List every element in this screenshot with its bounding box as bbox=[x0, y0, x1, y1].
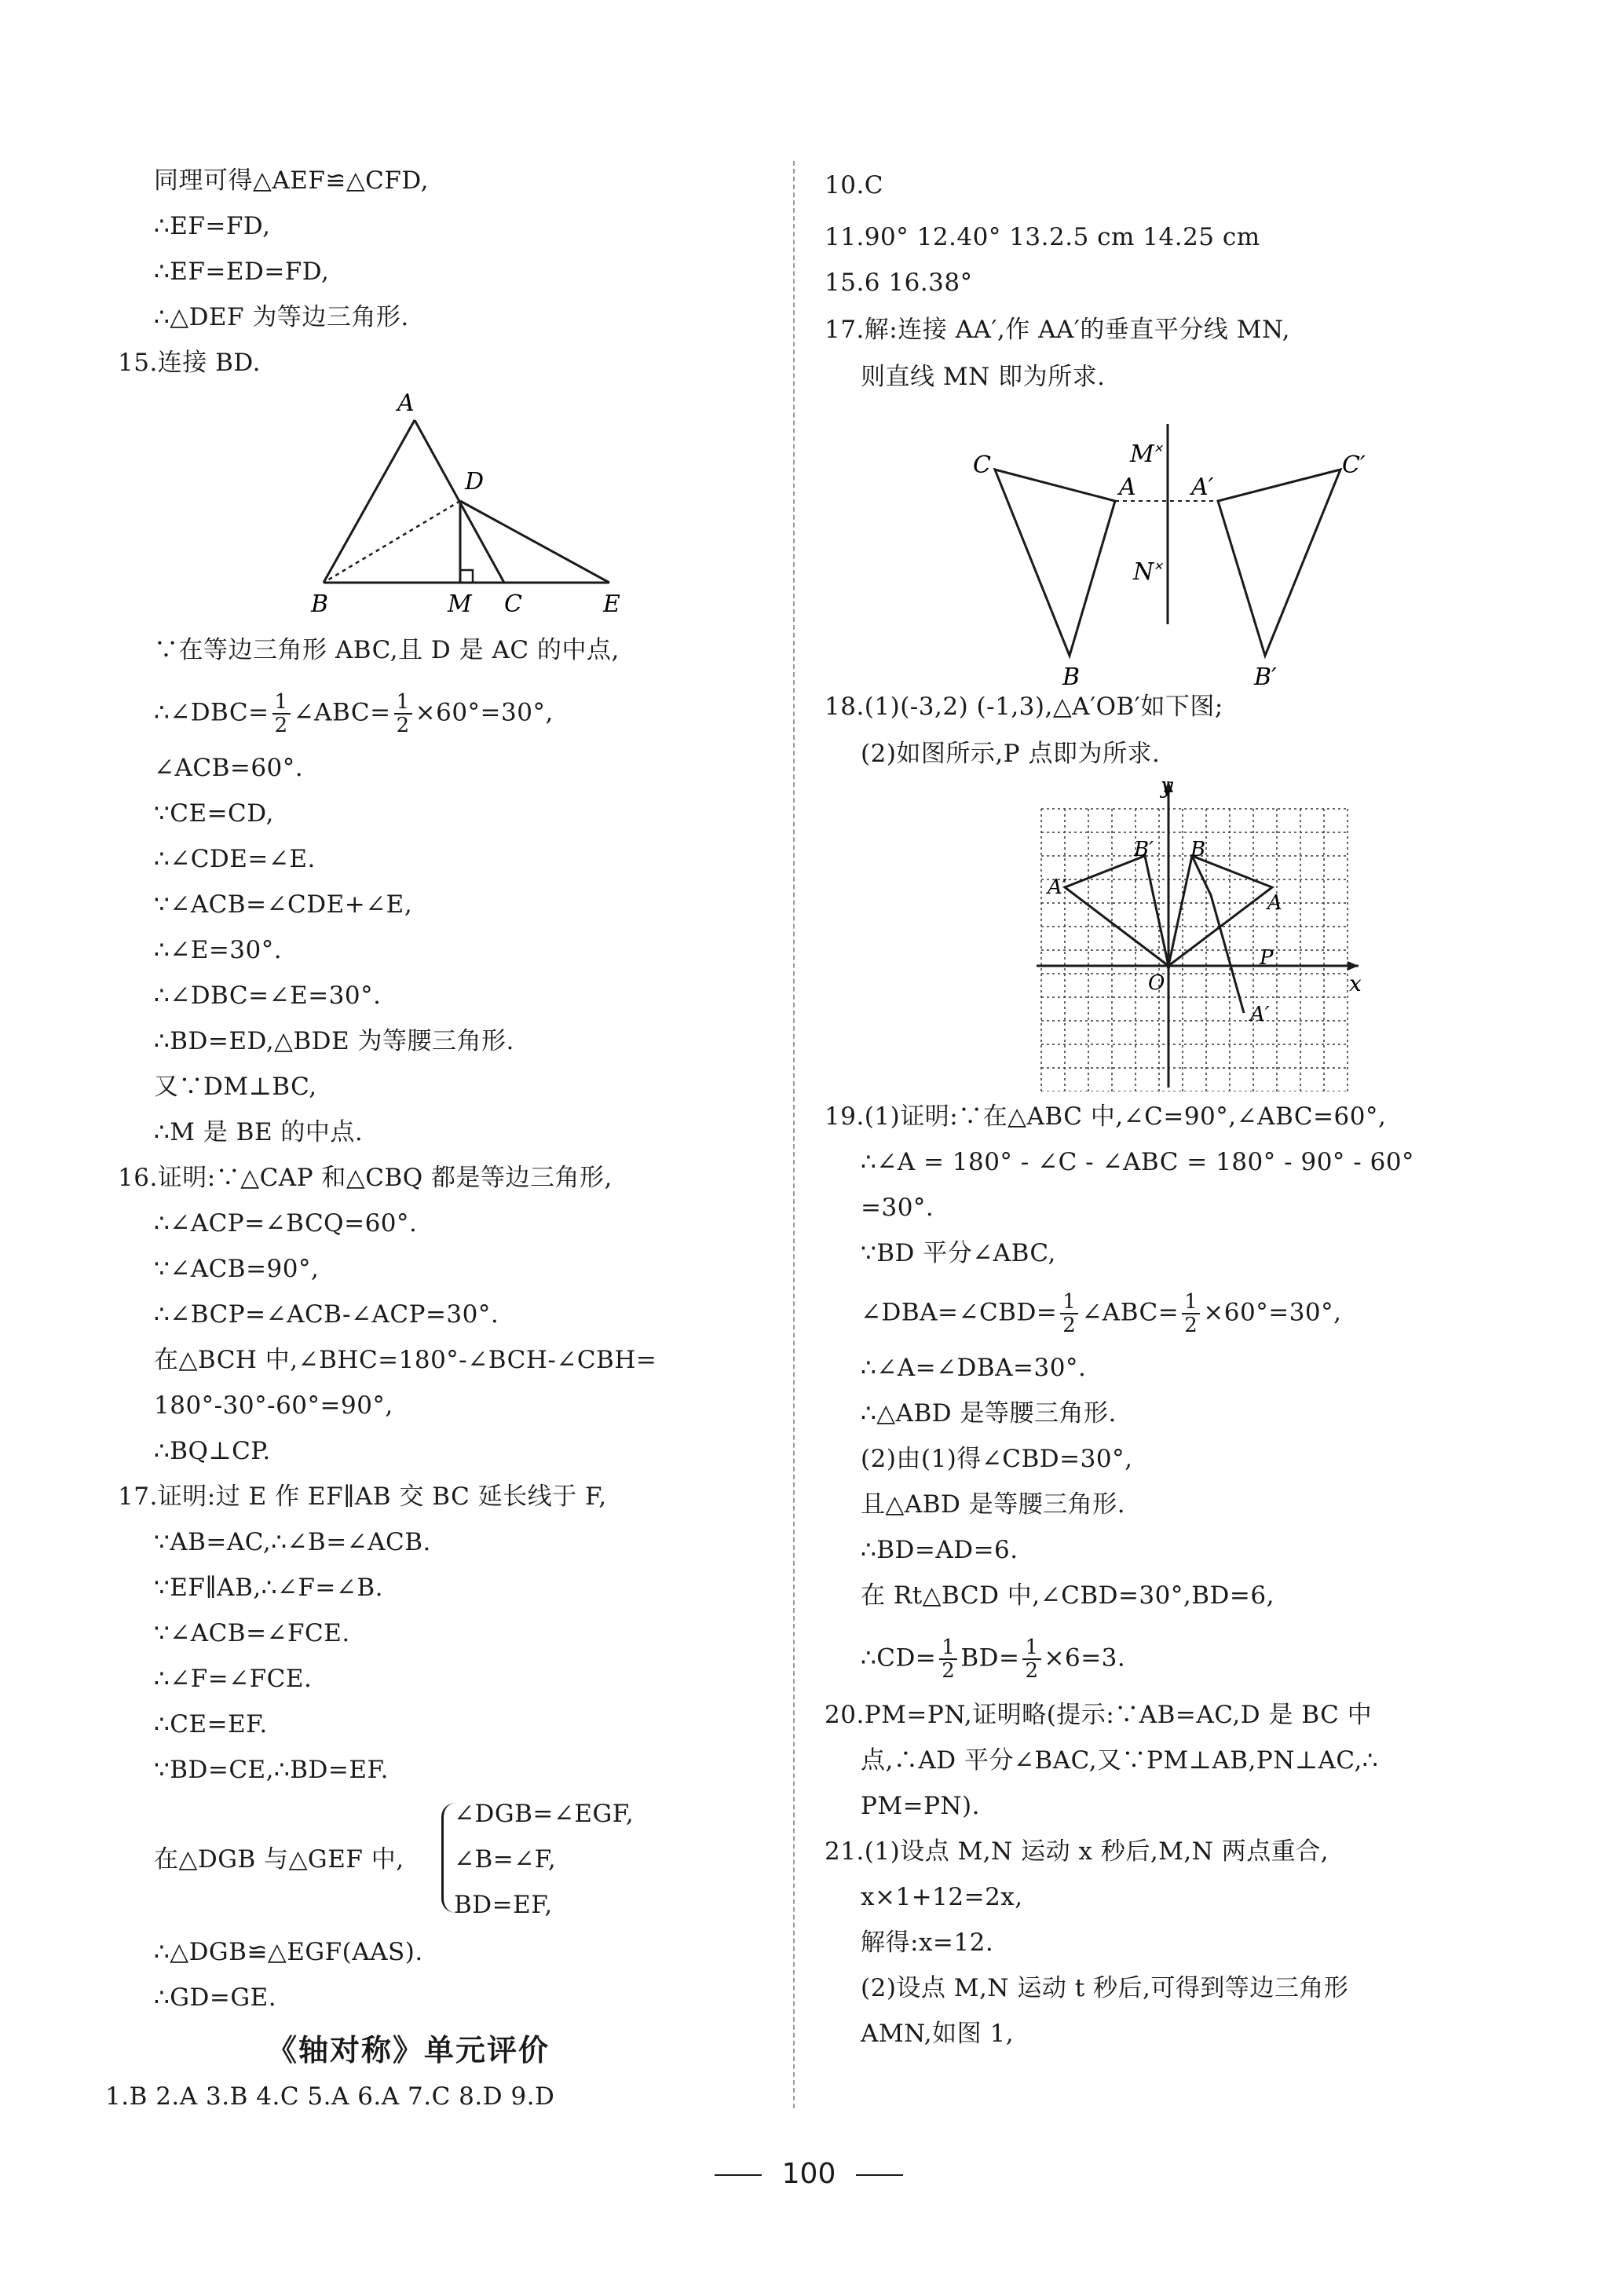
text-line: ∴BD=ED,△BDE 为等腰三角形. bbox=[154, 1027, 514, 1055]
text-line: 19.(1)证明:∵在△ABC 中,∠C=90°,∠ABC=60°, bbox=[825, 1102, 1387, 1131]
label-P: P bbox=[1260, 946, 1274, 970]
text-line: 20.PM=PN,证明略(提示:∵AB=AC,D 是 BC 中 bbox=[825, 1701, 1373, 1729]
text-line: (2)设点 M,N 运动 t 秒后,可得到等边三角形 bbox=[861, 1974, 1349, 2002]
text-line: (2)由(1)得∠CBD=30°, bbox=[861, 1445, 1133, 1473]
fraction-line: ∴∠DBC= $\frac{1}{2}$ ∠ABC= $\frac{1}{2}$ ×60°=30°, bbox=[154, 690, 554, 737]
label-B: B bbox=[1062, 664, 1081, 691]
text-line: ∴EF=FD, bbox=[154, 212, 271, 240]
figure-15-triangle bbox=[298, 389, 636, 624]
svg-text:✕: ✕ bbox=[1154, 561, 1163, 573]
fraction-line: ∴CD= $\frac{1}{2}$ BD= $\frac{1}{2}$ ×6=3. bbox=[861, 1636, 1126, 1683]
label-C: C bbox=[973, 452, 991, 479]
text-line: ∴M 是 BE 的中点. bbox=[154, 1118, 364, 1146]
figure-18-grid bbox=[1037, 777, 1366, 1091]
text-line: 15.6 16.38° bbox=[825, 269, 973, 297]
text-line: ∴∠BCP=∠ACB-∠ACP=30°. bbox=[154, 1300, 499, 1329]
text-line: ∴EF=ED=FD, bbox=[154, 258, 330, 286]
page-dash-right bbox=[856, 2174, 903, 2176]
label-N: N bbox=[1133, 558, 1154, 586]
text-line: ∴∠A=∠DBA=30°. bbox=[861, 1354, 1087, 1382]
system-prefix: 在△DGB 与△GEF 中, bbox=[154, 1845, 404, 1874]
text-line: 15.连接 BD. bbox=[118, 349, 261, 377]
label-C-prime: C′ bbox=[1342, 452, 1366, 479]
svg-text:✕: ✕ bbox=[1154, 443, 1163, 455]
text-line: 21.(1)设点 M,N 运动 x 秒后,M,N 两点重合, bbox=[825, 1837, 1329, 1866]
label-B: B bbox=[1190, 838, 1206, 861]
text-line: ∴GD=GE. bbox=[154, 1983, 277, 2012]
text-line: ∴△ABD 是等腰三角形. bbox=[861, 1399, 1117, 1428]
text-line: ∵在等边三角形 ABC,且 D 是 AC 的中点, bbox=[154, 636, 620, 664]
label-E: E bbox=[603, 590, 620, 618]
text-line: ∴BQ⊥CP. bbox=[154, 1437, 271, 1465]
label-y: y bbox=[1161, 777, 1173, 799]
text-line: ∵∠ACB=∠CDE+∠E, bbox=[154, 890, 413, 919]
text-line: 10.C bbox=[825, 171, 884, 199]
page-number bbox=[691, 2158, 927, 2190]
label-M: M bbox=[1130, 441, 1154, 468]
text-line: ∴BD=AD=6. bbox=[861, 1536, 1018, 1564]
label-A-prime: A′ bbox=[1048, 876, 1067, 899]
text-line: ∴△DEF 为等边三角形. bbox=[154, 303, 409, 331]
text-line: 则直线 MN 即为所求. bbox=[861, 363, 1106, 391]
figure-17-reflection bbox=[962, 408, 1402, 691]
text-line: ∵EF∥AB,∴∠F=∠B. bbox=[154, 1574, 383, 1602]
text-line: ∵AB=AC,∴∠B=∠ACB. bbox=[154, 1528, 431, 1556]
label-B-prime: B′ bbox=[1134, 838, 1154, 861]
text-line: 点,∴AD 平分∠BAC,又∵PM⊥AB,PN⊥AC,∴ bbox=[861, 1746, 1379, 1775]
text-line: 在△BCH 中,∠BHC=180°-∠BCH-∠CBH= bbox=[154, 1346, 657, 1374]
text-line: ∴∠ACP=∠BCQ=60°. bbox=[154, 1209, 418, 1238]
text-line: 11.90° 12.40° 13.2.5 cm 14.25 cm bbox=[825, 223, 1260, 251]
label-M: M bbox=[448, 590, 472, 618]
page-dash-left bbox=[715, 2174, 762, 2176]
text-line: 18.(1)(-3,2) (-1,3),△A′OB′如下图; bbox=[825, 693, 1223, 721]
label-D: D bbox=[465, 468, 485, 495]
label-x: x bbox=[1349, 971, 1362, 996]
text-line: ∵BD=CE,∴BD=EF. bbox=[154, 1756, 389, 1784]
label-A: A bbox=[1267, 891, 1282, 915]
text-line: ∴∠F=∠FCE. bbox=[154, 1665, 313, 1693]
answers-line: 1.B 2.A 3.B 4.C 5.A 6.A 7.C 8.D 9.D bbox=[105, 2082, 555, 2111]
text-line: ∵∠ACB=∠FCE. bbox=[154, 1619, 350, 1647]
text-line: ∵CE=CD, bbox=[154, 799, 274, 828]
system-row: ∠DGB=∠EGF, bbox=[454, 1800, 634, 1828]
label-A: A bbox=[1119, 473, 1136, 501]
section-title: 《轴对称》单元评价 bbox=[267, 2033, 550, 2067]
system-row: BD=EF, bbox=[454, 1891, 553, 1919]
text-line: 且△ABD 是等腰三角形. bbox=[861, 1490, 1126, 1519]
text-line: ∴∠CDE=∠E. bbox=[154, 845, 316, 873]
text-line: 在 Rt△BCD 中,∠CBD=30°,BD=6, bbox=[861, 1581, 1274, 1610]
system-row: ∠B=∠F, bbox=[454, 1845, 557, 1874]
label-C: C bbox=[504, 590, 522, 618]
text-line: 又∵DM⊥BC, bbox=[154, 1073, 317, 1101]
label-B-prime: B′ bbox=[1254, 664, 1277, 691]
page-number-text: 100 bbox=[781, 2158, 836, 2190]
text-line: ∴∠DBC=∠E=30°. bbox=[154, 982, 382, 1010]
label-A-prime: A′ bbox=[1191, 473, 1214, 501]
label-O: O bbox=[1148, 971, 1165, 995]
text-line: ∴∠E=30°. bbox=[154, 936, 283, 964]
text-line: 16.证明:∵△CAP 和△CBQ 都是等边三角形, bbox=[118, 1164, 613, 1192]
text-line: PM=PN). bbox=[861, 1792, 981, 1820]
text-line: ∴∠A = 180° - ∠C - ∠ABC = 180° - 90° - 60° bbox=[861, 1148, 1415, 1176]
label-A: A bbox=[397, 389, 415, 417]
text-line: x×1+12=2x, bbox=[861, 1883, 1023, 1911]
text-line: ∴△DGB≌△EGF(AAS). bbox=[154, 1938, 423, 1966]
column-divider bbox=[793, 161, 795, 2108]
text-line: 17.解:连接 AA′,作 AA′的垂直平分线 MN, bbox=[825, 316, 1291, 344]
text-line: 17.证明:过 E 作 EF∥AB 交 BC 延长线于 F, bbox=[118, 1483, 607, 1511]
label-A-double-prime: A′ bbox=[1250, 1003, 1270, 1026]
text-line: AMN,如图 1, bbox=[861, 2020, 1015, 2048]
text-line: 180°-30°-60°=90°, bbox=[154, 1391, 393, 1420]
text-line: =30°. bbox=[861, 1194, 934, 1222]
text-line: ∵∠ACB=90°, bbox=[154, 1255, 320, 1283]
text-line: ∴CE=EF. bbox=[154, 1710, 268, 1738]
label-B: B bbox=[311, 590, 329, 618]
fraction-line: ∠DBA=∠CBD= $\frac{1}{2}$ ∠ABC= $\frac{1}{2}$ ×60°=30°, bbox=[861, 1290, 1342, 1337]
text-line: ∵BD 平分∠ABC, bbox=[861, 1239, 1056, 1267]
text-line: 解得:x=12. bbox=[861, 1929, 994, 1957]
text-line: (2)如图所示,P 点即为所求. bbox=[861, 740, 1161, 768]
text-line: 同理可得△AEF≌△CFD, bbox=[154, 166, 430, 195]
text-line: ∠ACB=60°. bbox=[154, 754, 304, 782]
